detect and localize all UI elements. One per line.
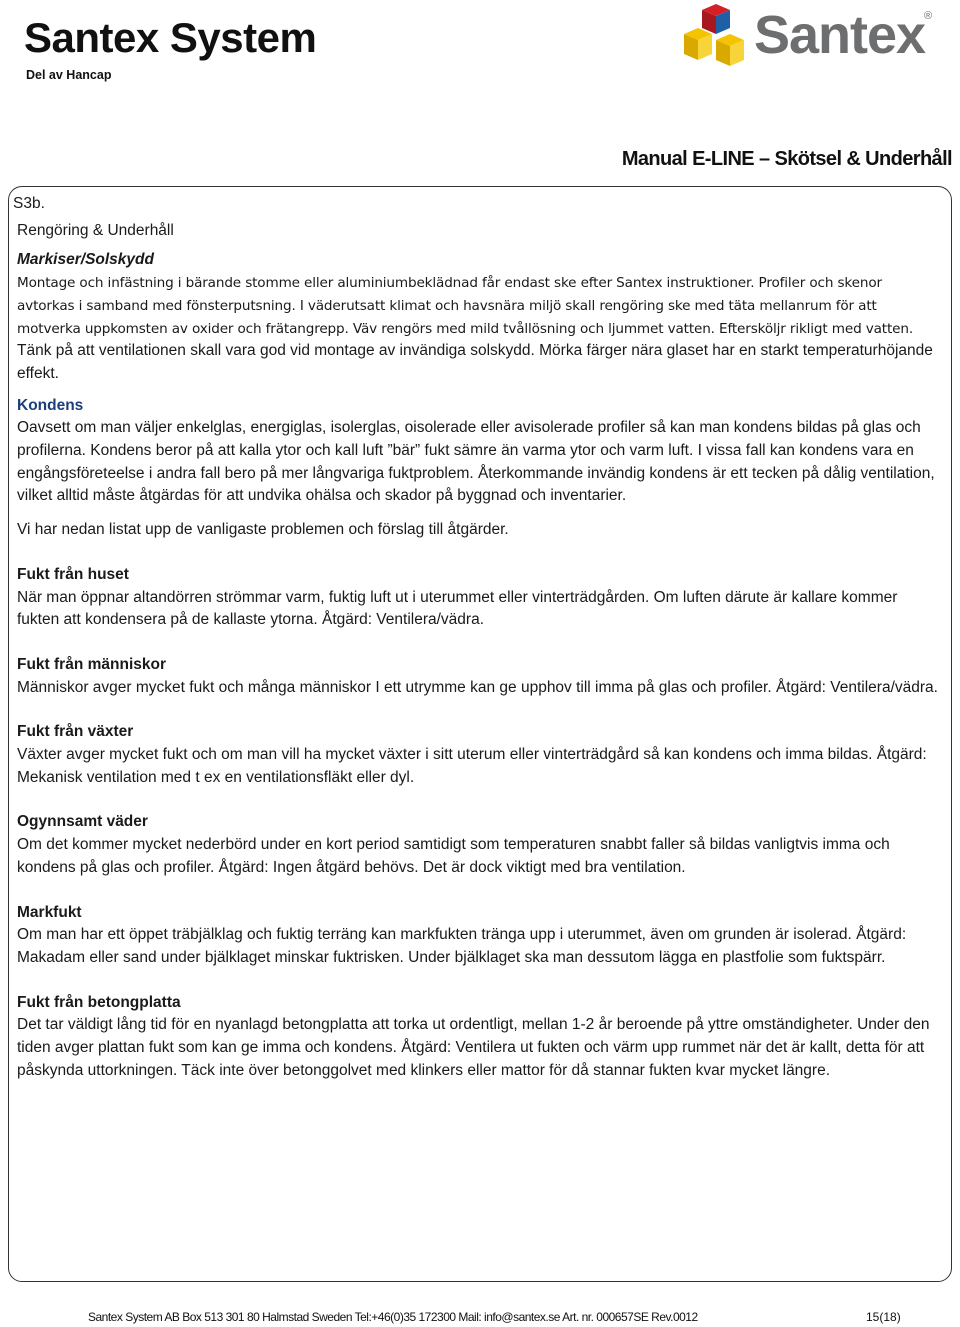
content-panel [8, 186, 952, 1282]
problem-heading: Fukt från växter [17, 723, 134, 741]
problem-heading: Ogynnsamt väder [17, 813, 148, 831]
problem-text: Det tar väldigt lång tid för en nyanlagd betongplatta att torka ut ordentligt, mellan 1-2 år beroende på yttre omständigheter. Under den tiden avger plattan fukt som kan ge imma och kondens. Åtgärd: Ventilera ut fukten och värm upp rummet när det är kallt, detta för att påskynda uttorkningen. Täck inte över betonggolvet med klinkers eller mattor för då stannar fukten kvar mycket längre. [17, 1016, 930, 1079]
markiser-paragraph-2: Tänk på att ventilationen skall vara god vid montage av invändiga solskydd. Mörka färger nära glaset har en starkt temperaturhöjande effekt. [17, 342, 933, 382]
document-heading: Manual E-LINE – Skötsel & Underhåll [621, 148, 952, 170]
problem-heading: Fukt från huset [17, 565, 129, 583]
markiser-paragraph-1: Montage och infästning i bärande stomme eller aluminiumbeklädnad får endast ske efter Santex instruktioner. Profiler och skenor avtorkas i samband med fönsterputsning. I väderutsatt klimat och havsnära miljö skall rengöring ske med täta mellanrum för att motverka uppkomsten av oxider och frätangrepp. Väv rengörs med mild tvållösning och ljummet vatten. Eftersköljr rikligt med vatten. [17, 275, 914, 337]
problem-section [17, 811, 943, 879]
section-code: S3b. [13, 195, 45, 212]
logo-registered-mark: ® [924, 10, 933, 22]
santex-logo [680, 4, 940, 70]
section-label: Rengöring & Underhåll [17, 221, 174, 239]
kondens-heading: Kondens [17, 396, 84, 414]
kondens-paragraph-1: Oavsett om man väljer enkelglas, energiglas, isolerglas, oisolerade eller avisolerade profiler så kan man kondens bildas på glas och profilerna. Kondens beror på att kalla ytor och kall luft ”bär” fukt sämre än varma ytor och varm luft. I vissa fall kan kondens vara en engångsföreteelse i andra fall bero på mer långvariga fuktproblem. Återkommande invändig kondens är ett tecken på dålig ventilation, vilket alltid måste åtgärdas för att undvika ohälsa och skador på byggnad och inventarier. [17, 419, 935, 505]
problem-text: Människor avger mycket fukt och många människor I ett utrymme kan ge upphov till imma på glas och profiler. Åtgärd: Ventilera/vädra. [17, 678, 938, 696]
brand-subtitle: Del av Hancap [26, 68, 112, 82]
markiser-heading: Markiser/Solskydd [17, 251, 154, 269]
kondens-paragraph-2: Vi har nedan listat upp de vanligaste problemen och förslag till åtgärder. [17, 521, 509, 539]
problem-heading: Fukt från människor [17, 655, 166, 673]
problem-text: Om man har ett öppet träbjälklag och fuktig terräng kan markfukten tränga upp i uterummet, även om grunden är isolerad. Åtgärd: Makadam eller sand under bjälklaget minskar fuktrisken. Under bjälklaget ska man dessutom lägga en plastfolie som fuktspärr. [17, 926, 907, 966]
problem-text: När man öppnar altandörren strömmar varm, fuktig luft ut i uterummet eller vinterträdgården. Om luften därute är kallare kommer fukten att kondensera på de kallaste ytorna. Åtgärd: Ventilera/vädra. [17, 588, 898, 629]
santex-logo-mark-icon [680, 4, 752, 70]
problem-text: Om det kommer mycket nederbörd under en kort period samtidigt som temperaturen snabbt faller så bildas vanligtvis imma och kondens på glas och profiler. Åtgärd: Ingen åtgärd behövs. Det är dock viktigt med bra ventilation. [17, 836, 890, 876]
logo-text: Santex [754, 5, 926, 65]
problem-section [17, 721, 943, 789]
problem-section [17, 564, 943, 632]
page-number: 15(18) [866, 1310, 901, 1324]
problem-section [17, 902, 943, 970]
footer-text: Santex System AB Box 513 301 80 Halmstad Sweden Tel:+46(0)35 172300 Mail: info@santex.se Art. nr. 000657SE Rev.0012 [88, 1310, 698, 1324]
brand-title: Santex System [24, 14, 317, 61]
problem-text: Växter avger mycket fukt och om man vill ha mycket växter i sitt uterum eller vinterträdgård så kan kondens och imma bildas. Åtgärd: Mekanisk ventilation med t ex en ventilationsfläkt eller dyl. [17, 746, 927, 786]
problem-heading: Markfukt [17, 903, 82, 921]
content-body [13, 193, 943, 1083]
problem-heading: Fukt från betongplatta [17, 993, 181, 1011]
problem-section [17, 992, 943, 1083]
problem-section [17, 654, 943, 699]
